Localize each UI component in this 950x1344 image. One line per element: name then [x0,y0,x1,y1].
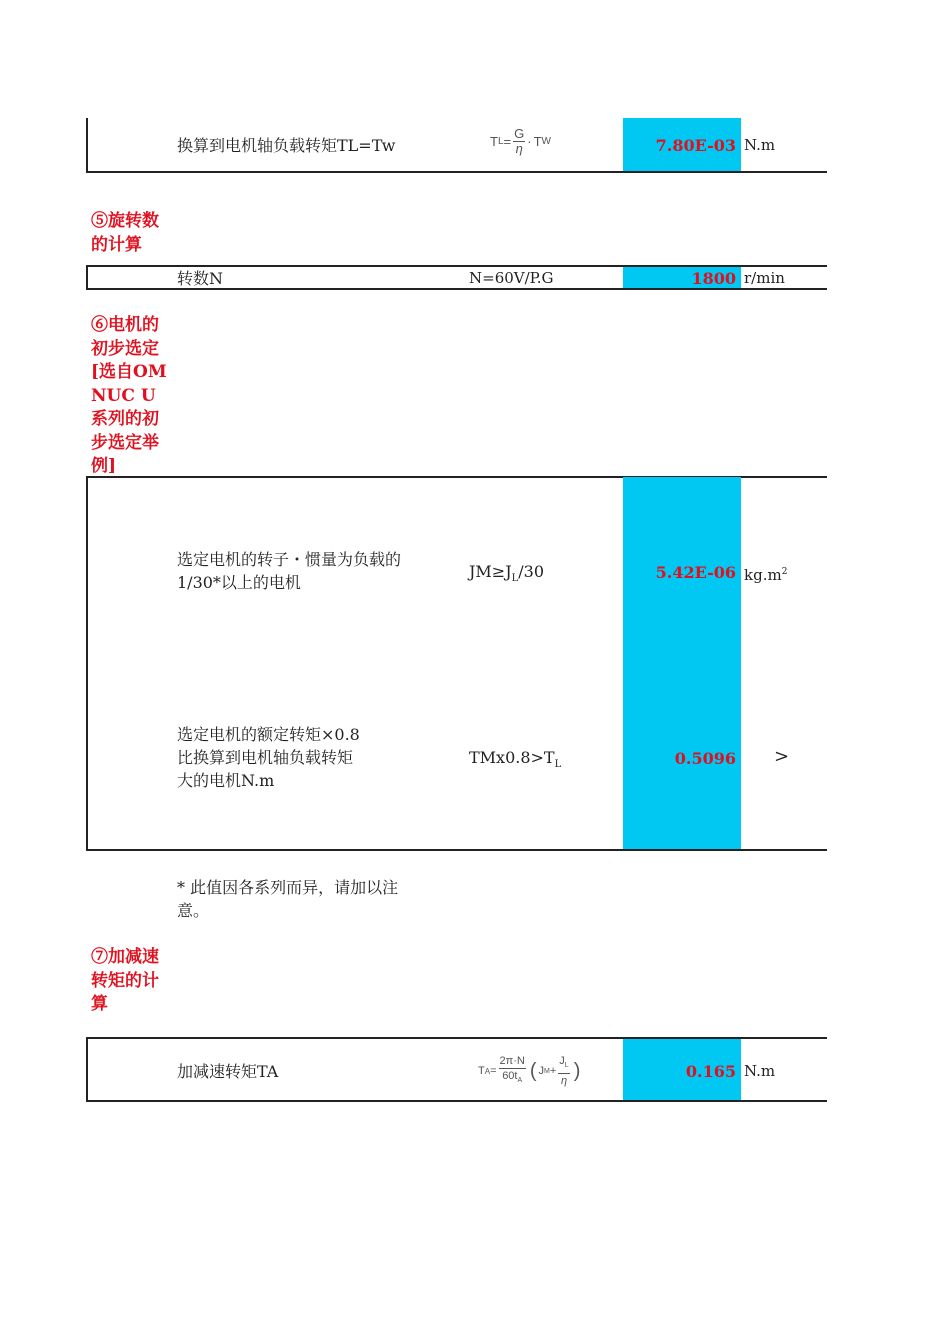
row-tl-border-left [86,118,88,173]
row-tm-comparison: > [774,746,790,767]
row-ta-border-bottom [86,1100,827,1102]
row-tm-border-bottom [86,849,827,851]
section-6-heading: ⑥电机的初步选定[选自OMNUC U系列的初步选定举例] [91,315,167,476]
row-tl-border-bottom [86,171,827,173]
row-tl-unit: N.m [744,136,776,154]
row-jm-border-left [86,476,88,851]
row-tm-label-line1: 选定电机的额定转矩×0.8 [177,725,360,744]
row-jm-highlight [623,477,741,849]
section-7-heading: ⑦加减速转矩的计算 [91,947,159,1014]
row-ta-formula: T A = $\frac{2\pi\cdot N}{60t_A}$ ( J M + $\frac{J_L}{\eta}$ ) [478,1055,581,1088]
row-jm-unit: $kg.m^2$ [744,566,788,584]
row-tm-value: 0.5096 [674,749,736,768]
row-jm-label-line2: 1/30*以上的电机 [177,573,301,592]
row-tl-label: 换算到电机轴负载转矩TL=Tw [177,136,396,155]
row-n-value: 1800 [691,269,736,288]
row-ta-label: 加减速转矩TA [177,1062,279,1081]
row-tm-label-line3: 大的电机N.m [177,771,275,790]
row-tl-formula: T L = $\frac{G}{\eta}$ · T W [490,126,551,156]
row-ta-unit: N.m [744,1062,776,1080]
row-tm-label-line2: 比换算到电机轴负载转矩 [177,748,354,767]
section-5-heading: ⑤旋转数的计算 [91,211,159,255]
row-jm-formula: $JM\ge J_L/30$ [469,562,545,585]
note-line2: 意。 [177,901,210,920]
row-tl-value: 7.80E-03 [655,136,736,155]
row-jm-label-line1: 选定电机的转子・惯量为负载的 [177,550,402,569]
row-tm-formula: $TMx0.8>T_L$ [469,748,562,771]
row-n-unit: r/min [744,269,785,287]
row-ta-value: 0.165 [685,1062,736,1081]
row-ta-border-left [86,1037,88,1102]
note-line1: * 此值因各系列而异，请加以注 [177,878,399,897]
row-n-formula: N=60V/P.G [469,269,554,287]
row-n-label: 转数N [177,269,224,288]
row-jm-value: 5.42E-06 [655,563,736,582]
row-n-border-left [86,265,88,290]
